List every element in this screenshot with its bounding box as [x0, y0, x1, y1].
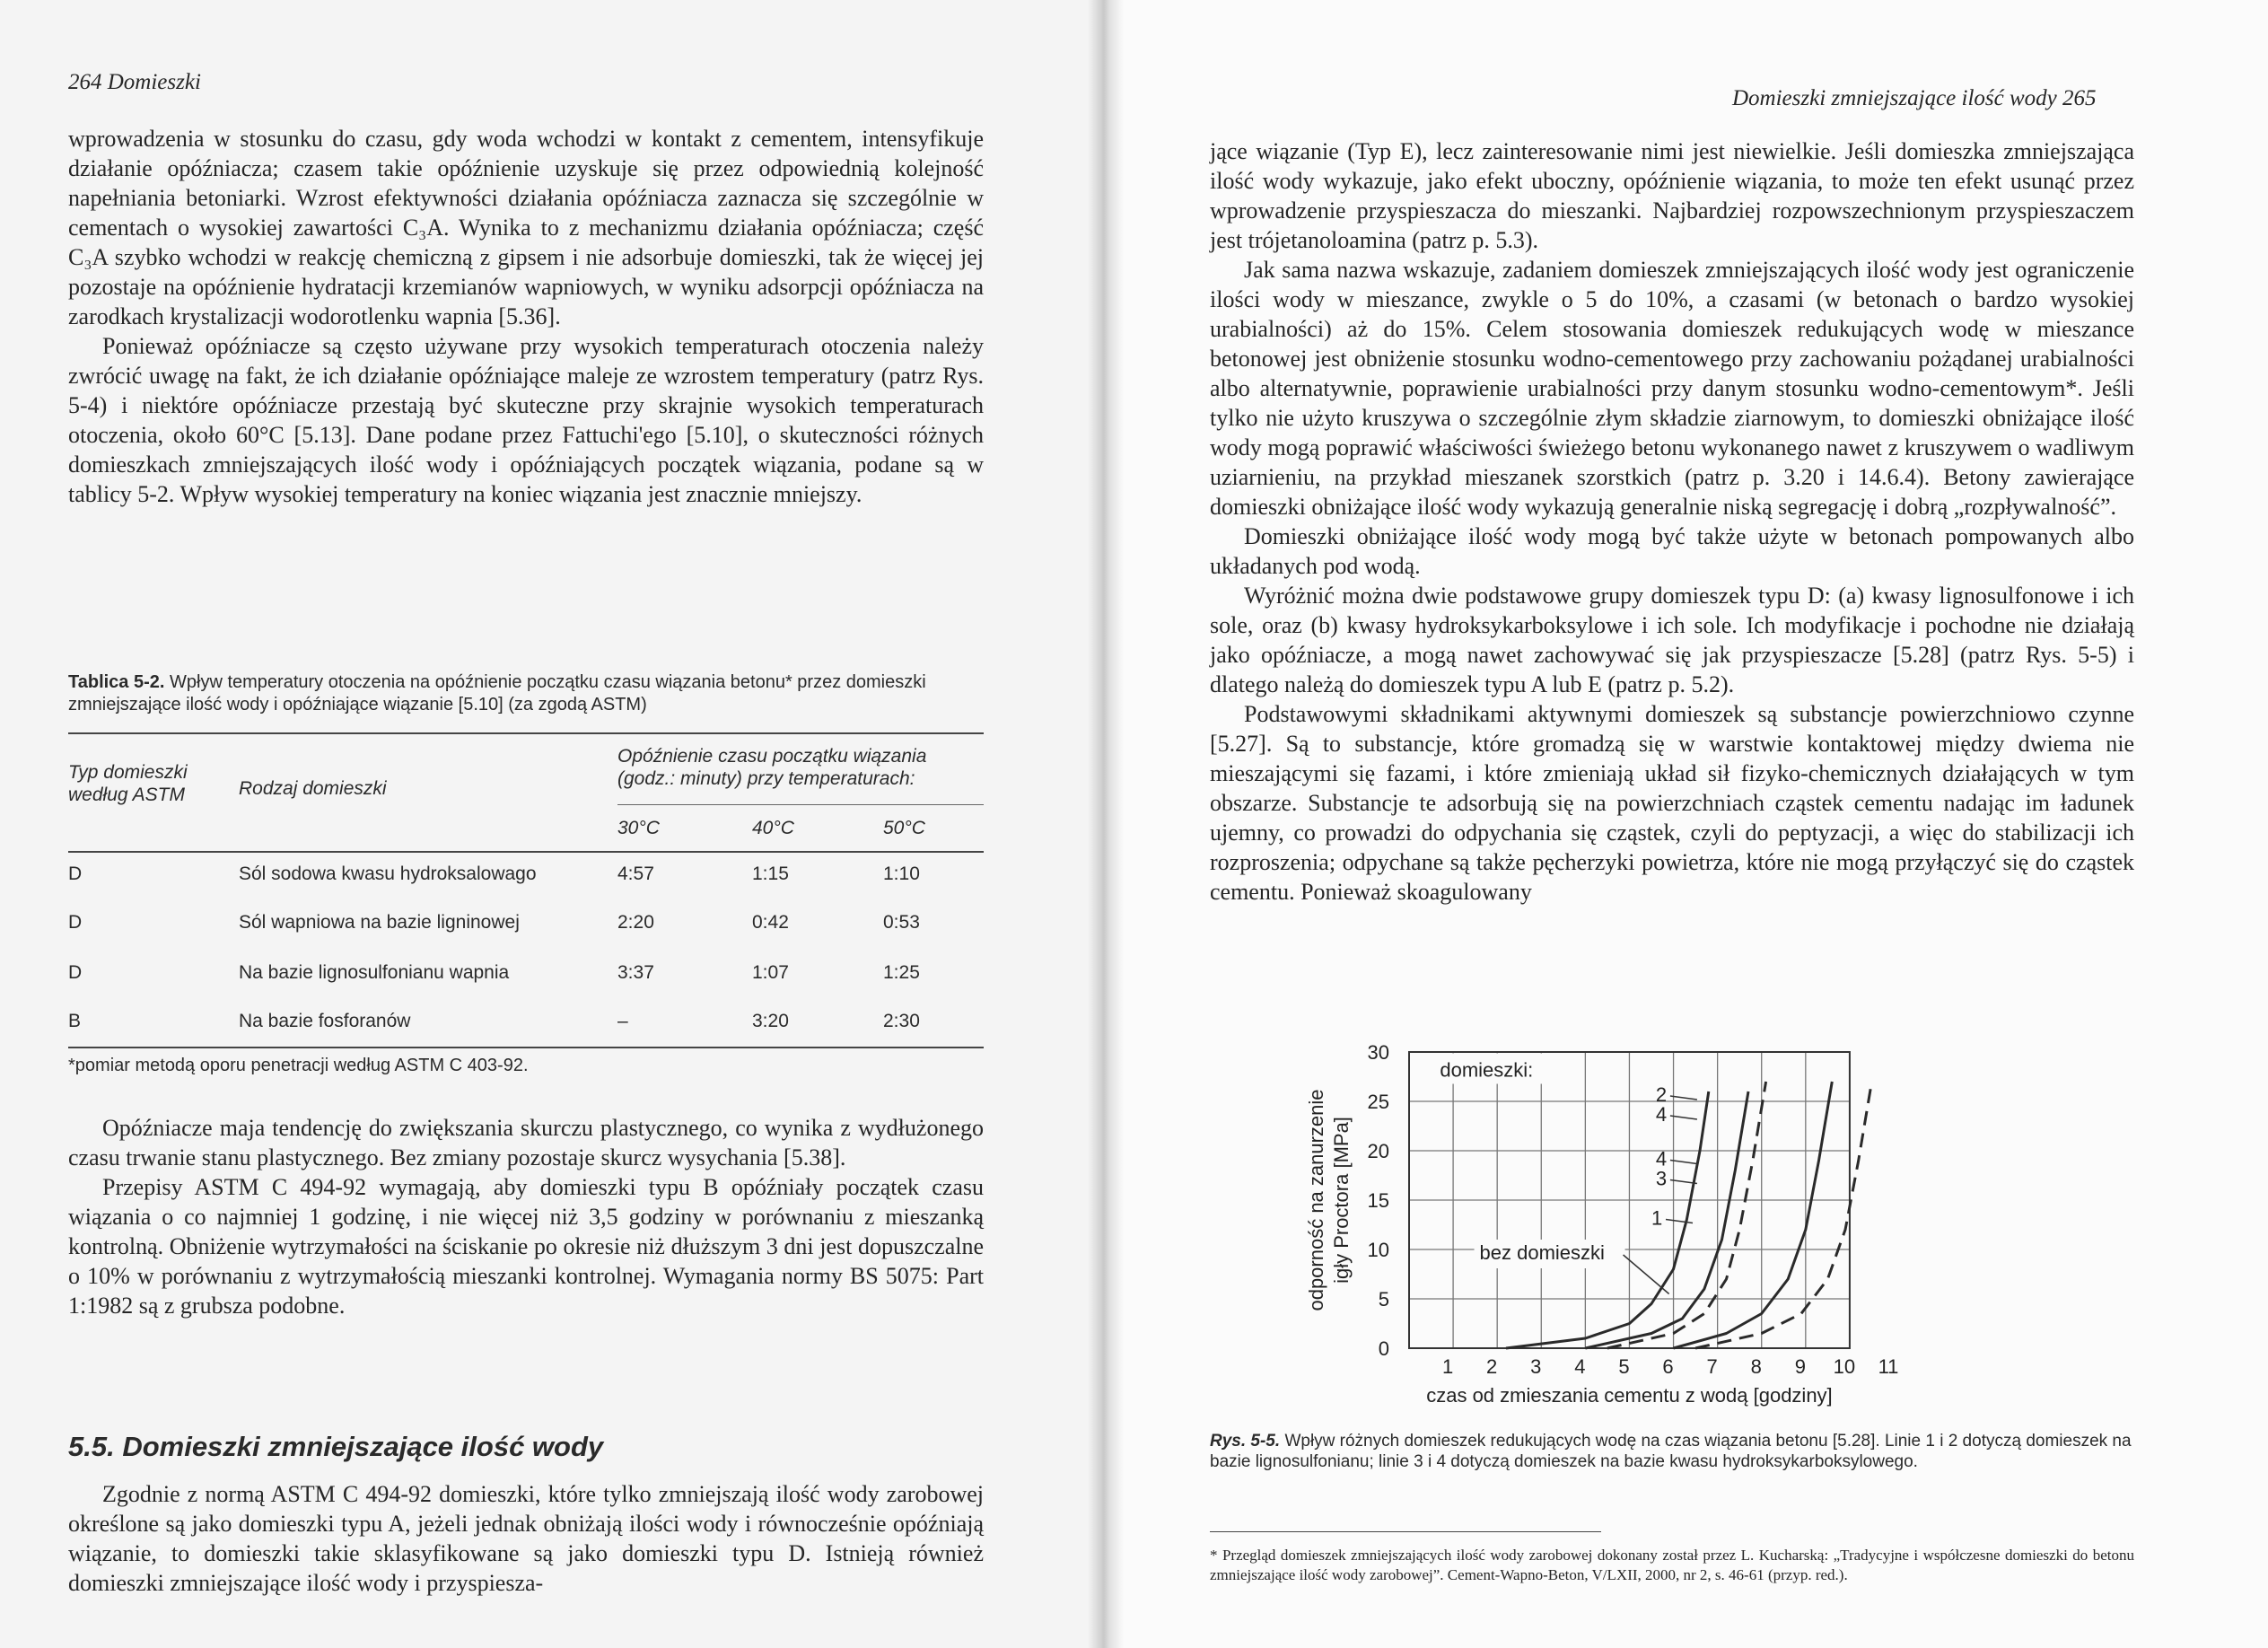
- annotation-label: 2: [1655, 1083, 1668, 1106]
- paragraph: Wyróżnić można dwie podstawowe grupy domieszek typu D: (a) kwasy lignosulfonowe i ich sole, oraz (b) kwasy hydroksykarboksylowe i ich sole. Ich modyfikacje i pochodne nie działają jako opóźniacze, a mogą nawet zachowywać się jak przyspieszacze [5.28] (patrz Rys. 5-5) i dlatego należą do domieszek typu A lub E (patrz p. 5.2).: [1210, 583, 2134, 697]
- series-line-3: [1674, 1082, 1833, 1348]
- table-header-kind: Rodzaj domieszki: [239, 778, 387, 799]
- legend-title: domieszki:: [1440, 1058, 1534, 1082]
- x-tick-label: 10: [1833, 1355, 1856, 1378]
- table-caption-label: Tablica 5-2.: [68, 672, 165, 692]
- table-footnote: *pomiar metodą oporu penetracji według ASTM C 403-92.: [68, 1056, 529, 1075]
- figure-caption-label: Rys. 5-5.: [1210, 1432, 1281, 1451]
- x-tick-label: 4: [1574, 1355, 1586, 1378]
- y-tick-label: 0: [1378, 1337, 1389, 1360]
- y-tick-label: 5: [1378, 1288, 1389, 1311]
- series-line-4: [1695, 1082, 1871, 1348]
- y-tick-label: 10: [1367, 1239, 1389, 1261]
- table-cell-kind: Na bazie fosforanów: [239, 1011, 411, 1031]
- table-header-type: Typ domieszki według ASTM: [68, 762, 188, 805]
- paragraph: jące wiązanie (Typ E), lecz zainteresowanie nimi jest niewielkie. Jeśli domieszka zmniejszająca ilość wody wykazuje, jako efekt uboczny, opóźnienie wiązania, to może ten efekt usunąć przez wprowadzenie przyspieszacza do mieszanki. Najbardziej rozpowszechnionym przyspieszaczem jest trójetanoloamina (patrz p. 5.3).: [1210, 138, 2134, 253]
- table-cell-t30: 4:57: [617, 863, 654, 884]
- table-cell-t40: 3:20: [752, 1011, 789, 1031]
- paragraph: wprowadzenia w stosunku do czasu, gdy woda wchodzi w kontakt z cementem, intensyfikuje działanie opóźniacza; czasem takie opóźnienie uzyskuje się przez odpowiednią kolejność napełniania betoniarki. Wzrost efektywności działania opóźniacza zaznacza się szczególnie w cementach o wysokiej zawartości C₃A. Wynika to z mechanizmu działania opóźniacza; część C₃A szybko wchodzi w reakcję chemiczną z gipsem i nie adsorbuje domieszki, tak że więcej jej pozostaje na opóźnienie hydratacji krzemianów wapniowych, w wyniku adsorpcji opóźniacza na zarodkach krystalizacji wodorotlenku wapnia [5.36].: [68, 126, 984, 329]
- table-cell-t30: 2:20: [617, 912, 654, 933]
- chart-axes: [1305, 1041, 1898, 1407]
- right-footnote: * Przegląd domieszek zmniejszających ilość wody zarobowej dokonany został przez L. Kucharską: „Tradycyjne i współczesne domieszki do betonu zmniejszające ilość wody zarobowej”. Cement-Wapno-Beton, V/LXII, 2000, nr 2, s. 46-61 (przyp. red.).: [1210, 1547, 2134, 1583]
- section-title: 5.5. Domieszki zmniejszające ilość wody: [68, 1431, 604, 1462]
- x-tick-label: 8: [1750, 1355, 1762, 1378]
- table-header-rule: [68, 851, 984, 853]
- right-body: [1210, 136, 2134, 907]
- figure-caption-text: Wpływ różnych domieszek redukujących wodę na czas wiązania betonu [5.28]. Linie 1 i 2 dotyczą domieszek na bazie lignosulfonianu; linie 3 i 4 dotyczą domieszek na bazie kwasu hydroksykarboksylowego.: [1210, 1432, 2132, 1471]
- chart-grid: [1409, 1052, 1850, 1348]
- y-axis-label: odporność na zanurzenie igły Proctora [MPa]: [1305, 1089, 1353, 1311]
- table-cell-type: B: [68, 1011, 82, 1031]
- x-tick-label: 9: [1794, 1355, 1806, 1378]
- table-cell-t50: 1:10: [883, 863, 920, 884]
- x-tick-label: 3: [1530, 1355, 1542, 1378]
- table-cell-type: D: [68, 863, 83, 884]
- paragraph: Jak sama nazwa wskazuje, zadaniem domieszek zmniejszających ilość wody jest ograniczenie ilości wody w mieszance, zwykle o 5 do 10%, a czasami (w betonach o bardzo wysokiej urabialności) aż do 15%. Celem stosowania domieszek redukujących wodę w mieszance betonowej jest obniżenie stosunku wodno-cementowego przy zachowaniu pożądanej urabialności albo alternatywnie, poprawienie urabialności przy danym stosunku wodno-cementowym*. Jeśli tylko nie użyto kruszywa o szczególnie złym składzie ziarnowym, to domieszki obniżające ilość wody mogą poprawić właściwości świeżego betonu wykonanego nawet z kruszywem o wadliwym uziarnieniu, na przykład mieszanek szorstkich (patrz p. 3.20 i 14.6.4). Betony zawierające domieszki obniżające ilość wody wykazują generalnie niską segregację i dobrą „rozpływalność”.: [1210, 257, 2134, 520]
- annotation-leader: [1666, 1220, 1693, 1223]
- x-tick-label: 6: [1662, 1355, 1674, 1378]
- x-tick-label: 2: [1486, 1355, 1498, 1378]
- table-header-t30: 30°C: [617, 818, 660, 838]
- figure-caption: [1210, 1431, 2134, 1472]
- paragraph: Zgodnie z normą ASTM C 494-92 domieszki, które tylko zmniejszają ilość wody zarobowej określone są jako domieszki typu A, jeżeli jednak obniżają ilości wody i równocześnie opóźniają wiązanie, to domieszki takie sklasyfikowane są jako domieszki typu D. Istnieją również domieszki zmniejszające ilość wody i przyspiesza-: [68, 1481, 984, 1596]
- table-cell-t40: 1:07: [752, 962, 789, 983]
- table-cell-kind: Sól sodowa kwasu hydroksalowago: [239, 863, 537, 884]
- x-tick-label: 11: [1878, 1355, 1899, 1378]
- table-header-delay: Opóźnienie czasu początku wiązania (godz.: minuty) przy temperaturach:: [617, 746, 927, 789]
- footnote-rule: [1210, 1531, 1601, 1532]
- y-tick-label: 25: [1367, 1091, 1389, 1113]
- x-tick-label: 5: [1618, 1355, 1630, 1378]
- table-cell-type: D: [68, 912, 83, 933]
- chart-series: [1506, 1082, 1872, 1348]
- table-top-rule: [68, 732, 984, 734]
- chart-labels: [1434, 1054, 1697, 1294]
- annotation-label: 1: [1651, 1206, 1663, 1230]
- table-caption-text: Wpływ temperatury otoczenia na opóźnienie początku czasu wiązania betonu* przez domieszki zmniejszające ilość wody i opóźniające wiązanie [5.10] (za zgodą ASTM): [68, 672, 926, 714]
- paragraph: Ponieważ opóźniacze są często używane przy wysokich temperaturach otoczenia należy zwrócić uwagę na fakt, że ich działanie opóźniające maleje ze wzrostem temperatury (patrz Rys. 5-4) i niektóre opóźniacze przestają być skuteczne przy skrajnie wysokich temperaturach otoczenia, około 60°C [5.13]. Dane podane przez Fattuchi'ego [5.10], o skuteczności różnych domieszkach zmniejszających ilość wody i opóźniających początek wiązania, podane są w tablicy 5-2. Wpływ wysokiej temperatury na koniec wiązania jest znacznie mniejszy.: [68, 333, 984, 507]
- table-header-t40: 40°C: [752, 818, 794, 838]
- annotation-label: 3: [1655, 1167, 1668, 1190]
- table-cell-t40: 1:15: [752, 863, 789, 884]
- left-page-header: 264 Domieszki: [68, 70, 201, 94]
- series-line-bez-domieszki: [1506, 1091, 1709, 1348]
- paragraph: Przepisy ASTM C 494-92 wymagają, aby domieszki typu B opóźniały początek czasu wiązania o co najmniej 1 godzinę, i nie więcej niż 3,5 godziny w porównaniu z mieszanką kontrolną. Obniżenie wytrzymałości na ściskanie po okresie niż dłuższym 3 dni jest dopuszczalne o 10% w porównaniu z wytrzymałością mieszanki kontrolnej. Wymagania normy BS 5075: Part 1:1982 są z grubsza podobne.: [68, 1174, 984, 1319]
- right-page-header: Domieszki zmniejszające ilość wody 265: [1732, 86, 2097, 110]
- table-cell-t50: 2:30: [883, 1011, 920, 1031]
- table-cell-t30: 3:37: [617, 962, 654, 983]
- x-tick-label: 7: [1706, 1355, 1718, 1378]
- y-tick-label: 30: [1367, 1041, 1389, 1064]
- x-axis-label: czas od zmieszania cementu z wodą [godziny]: [1426, 1384, 1833, 1407]
- left-body-3: [68, 1479, 984, 1598]
- annotation-leader: [1624, 1255, 1669, 1294]
- table-cell-t50: 1:25: [883, 962, 920, 983]
- annotation-leader: [1670, 1096, 1697, 1100]
- table-caption: [68, 671, 984, 716]
- left-body-2: [68, 1113, 984, 1320]
- y-tick-label: 20: [1367, 1140, 1389, 1162]
- setting-time-chart: [1292, 1032, 2028, 1409]
- table-cell-kind: Sól wapniowa na bazie ligninowej: [239, 912, 520, 933]
- annotation-label: bez domieszki: [1479, 1241, 1605, 1264]
- annotation-label: 4: [1655, 1103, 1668, 1126]
- x-tick-label: 1: [1441, 1355, 1454, 1378]
- book-gutter: [1088, 0, 1124, 1648]
- paragraph: Domieszki obniżające ilość wody mogą być także użyte w betonach pompowanych albo układanych pod wodą.: [1210, 523, 2134, 579]
- paragraph: Podstawowymi składnikami aktywnymi domieszek są substancje powierzchniowo czynne [5.27]. Są to substancje, które gromadzą się w warstwie kontaktowej między dwiema nie mieszającymi się fazami, i które zmieniają układ sił fizyko-chemicznych działających w tym obszarze. Substancje te adsorbują się na powierzchniach cząstek cementu nadając im ładunek ujemny, co prowadzi do odpychania się cząstek, czyli do peptyzacji, a więc do stabilizacji ich rozproszenia; odpychane są także pęcherzyki powietrza, które nie mogą przyłączyć się do cząstek cementu. Ponieważ skoagulowany: [1210, 701, 2134, 905]
- paragraph: Opóźniacze maja tendencję do zwiększania skurczu plastycznego, co wynika z wydłużonego czasu trwanie stanu plastycznego. Bez zmiany pozostaje skurcz wysychania [5.38].: [68, 1115, 984, 1170]
- table-header-t50: 50°C: [883, 818, 925, 838]
- table-cell-t40: 0:42: [752, 912, 789, 933]
- table-sub-rule: [617, 804, 984, 805]
- table-cell-kind: Na bazie lignosulfonianu wapnia: [239, 962, 510, 983]
- table-cell-t30: –: [617, 1011, 628, 1031]
- annotation-leader: [1670, 1161, 1697, 1164]
- table-bottom-rule: [68, 1047, 984, 1048]
- annotation-label: 4: [1655, 1147, 1668, 1170]
- left-body-1: [68, 124, 984, 509]
- annotation-leader: [1670, 1116, 1697, 1119]
- table-cell-t50: 0:53: [883, 912, 920, 933]
- y-tick-label: 15: [1367, 1189, 1389, 1212]
- table-cell-type: D: [68, 962, 83, 983]
